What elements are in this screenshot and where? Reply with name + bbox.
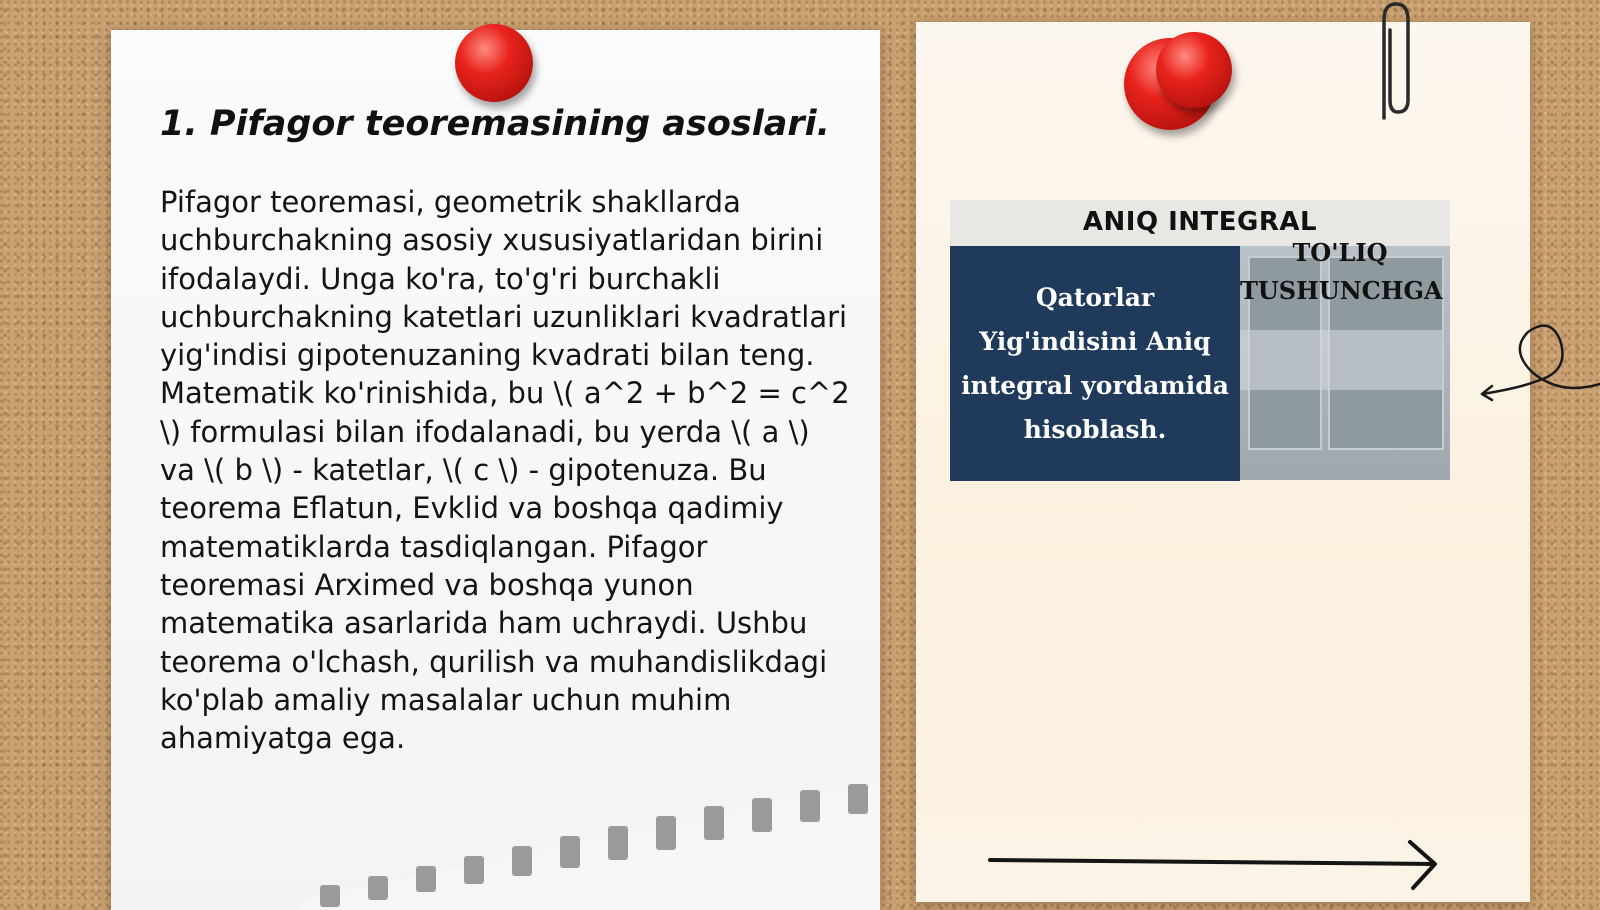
note-title: 1. Pifagor teoremasining asoslari.: [160, 104, 830, 144]
torn-perforation-icon: [300, 780, 880, 910]
pushpin-icon: [1156, 32, 1232, 108]
note-body-text: Pifagor teoremasi, geometrik shakllarda uchburchakning asosiy xususiyatlaridan birini ifodalaydi. Unga ko'ra, to'g'ri burchakli uchburchakning katetlari uzunliklari kvadratlari yig'indisi gipotenuzaning kvadrati bilan teng. Matematik ko'rinishida, bu \( a^2 + b^2 = c^2 \) formulasi bilan ifodalanadi, bu yerda \( a \) va \( b \) - katetlar, \( c \) - gipotenuza. Bu teorema Eflatun, Evklid va boshqa qadimiy matematiklarda tasdiqlangan. Pifagor teoremasi Arximed va boshqa yunon matematika asarlarida ham uchraydi. Ushbu teorema o'lchash, qurilish va muhandislikdagi ko'plab amaliy masalalar uchun muhim ahamiyatga ega.: [160, 185, 850, 756]
pushpin-icon: [455, 24, 533, 102]
arrow-right-icon: [985, 838, 1445, 892]
thumbnail-header: ANIQ INTEGRAL: [1082, 207, 1318, 237]
thumbnail-title: Qatorlar Yig'indisini Aniq integral yordamida hisoblash.: [961, 282, 1229, 444]
photo-overlay: [1212, 330, 1442, 390]
thumbnail-title-block: [950, 246, 1240, 481]
squiggle-arrow-icon: [1480, 310, 1600, 410]
paperclip-icon: [1372, 0, 1412, 125]
thumbnail-side-text: TO'LIQ TUSHUNCHGA: [1240, 238, 1443, 305]
